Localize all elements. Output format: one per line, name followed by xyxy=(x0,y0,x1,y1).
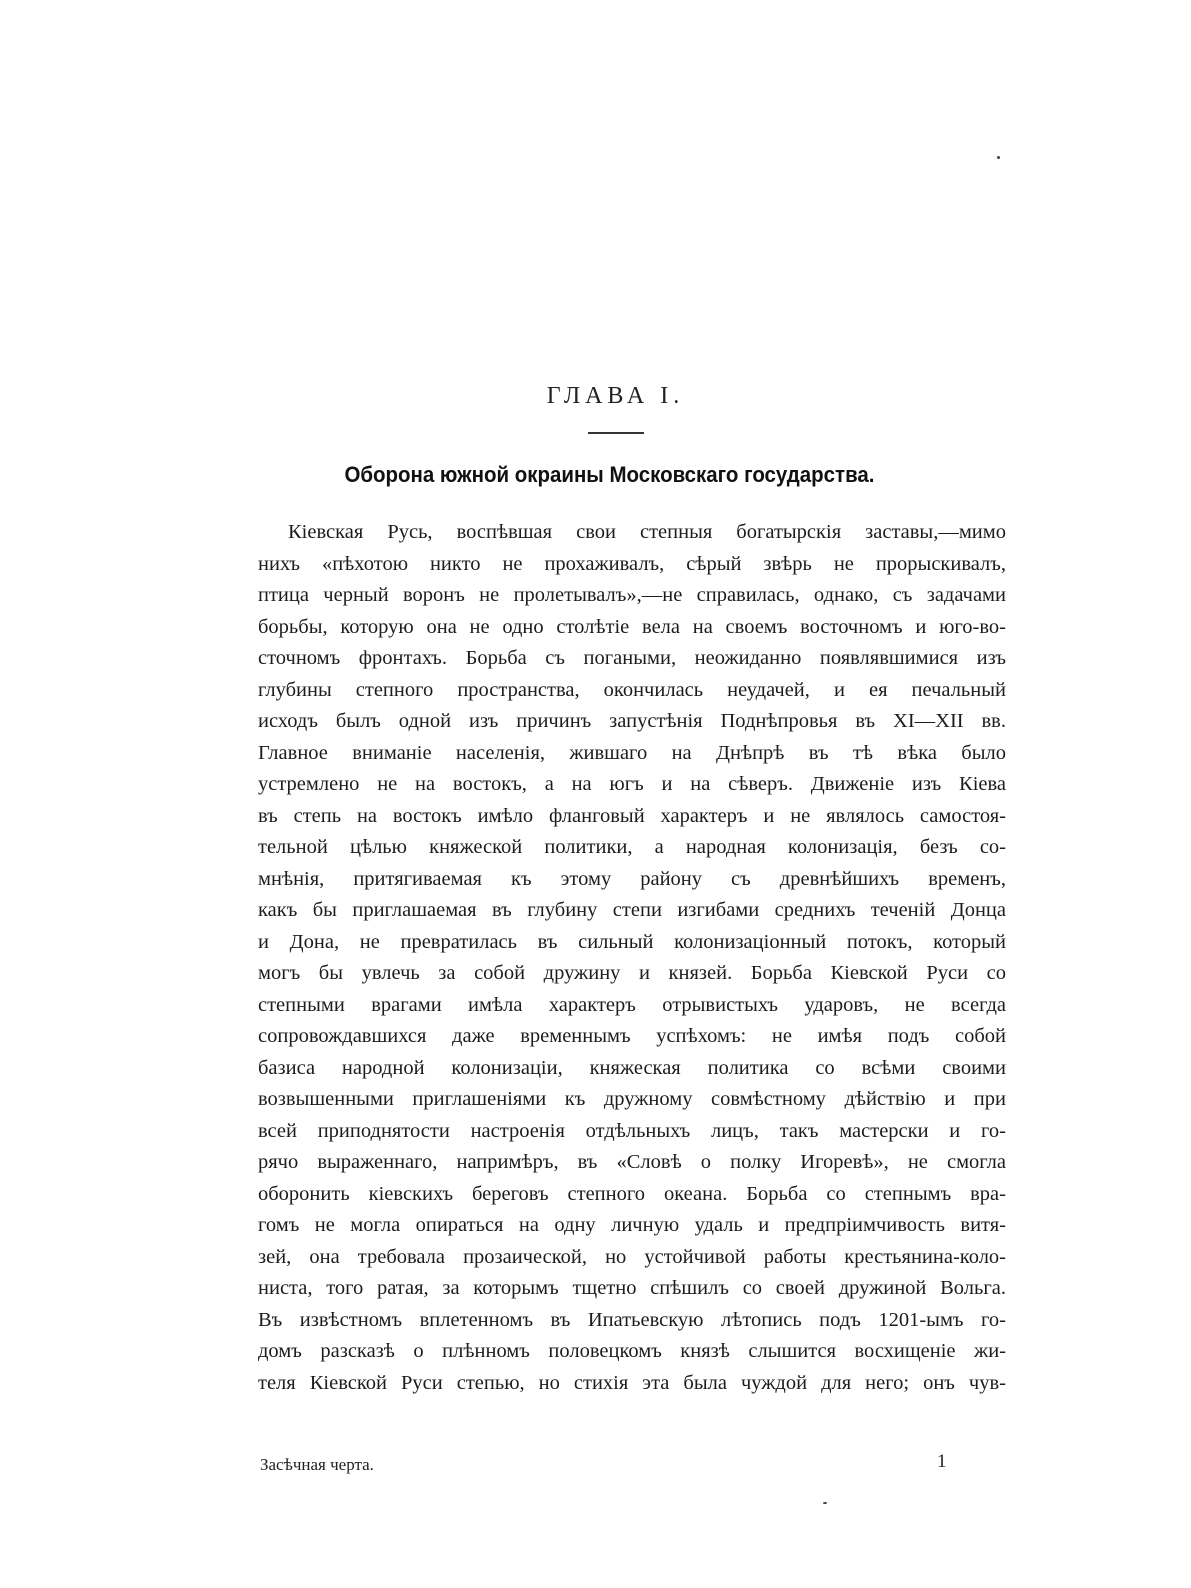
body-line: Кіевская Русь, воспѣвшая свои степныя богатырскія заставы,—мимо xyxy=(288,521,1006,543)
body-line: тельной цѣлью княжеской политики, а народная колонизація, безъ со- xyxy=(258,836,1006,858)
body-line: въ степь на востокъ имѣло фланговый характеръ и не являлось самостоя- xyxy=(258,804,1006,827)
page-number: 1 xyxy=(937,1451,947,1472)
body-line: домъ разсказѣ о плѣнномъ половецкомъ князѣ слышится восхищеніе жи- xyxy=(258,1340,1006,1362)
body-line: мнѣнія, притягиваемая къ этому району съ древнѣйшихъ временъ, xyxy=(258,867,1006,890)
footer-signature: Засѣчная черта. xyxy=(260,1455,374,1474)
body-line: нихъ «пѣхотою никто не прохаживалъ, сѣрый звѣрь не прорыскивалъ, xyxy=(258,552,1006,575)
body-line: степными врагами имѣла характеръ отрывистыхъ ударовъ, не всегда xyxy=(258,993,1006,1016)
body-line: глубины степного пространства, окончилась неудачей, и ея печальный xyxy=(258,678,1006,701)
chapter-divider-rule xyxy=(588,432,644,434)
body-line: сточномъ фронтахъ. Борьба съ погаными, неожиданно появлявшимися изъ xyxy=(258,647,1006,669)
body-line: и Дона, не превратилась въ сильный колонизаціонный потокъ, который xyxy=(258,930,1006,953)
body-line: Главное вниманіе населенія, жившаго на Днѣпрѣ въ тѣ вѣка было xyxy=(258,741,1006,764)
body-line: базиса народной колонизаціи, княжеская политика со всѣми своими xyxy=(258,1056,1006,1079)
body-line: всей приподнятости настроенія отдѣльныхъ лицъ, такъ мастерски и го- xyxy=(258,1119,1006,1142)
body-line: исходъ былъ одной изъ причинъ запустѣнія Поднѣпровья въ XI—XII вв. xyxy=(258,710,1006,732)
body-line: устремлено не на востокъ, а на югъ и на сѣверъ. Движеніе изъ Кіева xyxy=(258,773,1006,795)
body-line: могъ бы увлечь за собой дружину и князей. Борьба Кіевской Руси со xyxy=(258,962,1006,984)
scan-speck xyxy=(823,1502,827,1504)
body-line: гомъ не могла опираться на одну личную удаль и предпріимчивость витя- xyxy=(258,1214,1006,1236)
chapter-title: Оборона южной окраины Московскаго государства. xyxy=(344,462,875,487)
body-line: оборонить кіевскихъ береговъ степного океана. Борьба со степнымъ вра- xyxy=(258,1182,1006,1205)
body-paragraph xyxy=(258,517,1006,1399)
body-line: птица черный воронъ не пролетывалъ»,—не справилась, однако, съ задачами xyxy=(258,584,1006,606)
body-line: рячо выраженнаго, напримѣръ, въ «Словѣ о полку Игоревѣ», не смогла xyxy=(258,1151,1006,1173)
body-line: теля Кіевской Руси степью, но стихія эта была чуждой для него; онъ чув- xyxy=(258,1371,1006,1394)
body-line: сопровождавшихся даже временнымъ успѣхомъ: не имѣя подъ собой xyxy=(258,1025,1006,1047)
scan-speck xyxy=(997,156,1000,159)
body-line: зей, она требовала прозаической, но устойчивой работы крестьянина-коло- xyxy=(258,1245,1006,1268)
body-line: борьбы, которую она не одно столѣтіе вела на своемъ восточномъ и юго-во- xyxy=(258,615,1006,638)
body-line: ниста, того ратая, за которымъ тщетно спѣшилъ со своей дружиной Вольга. xyxy=(258,1277,1006,1299)
body-line: какъ бы приглашаемая въ глубину степи изгибами среднихъ теченій Донца xyxy=(258,899,1006,921)
chapter-heading: ГЛАВА I. xyxy=(546,383,685,409)
body-line: возвышенными приглашеніями къ дружному совмѣстному дѣйствію и при xyxy=(258,1088,1006,1110)
body-line: Въ извѣстномъ вплетенномъ въ Ипатьевскую лѣтопись подъ 1201-ымъ го- xyxy=(258,1308,1006,1331)
